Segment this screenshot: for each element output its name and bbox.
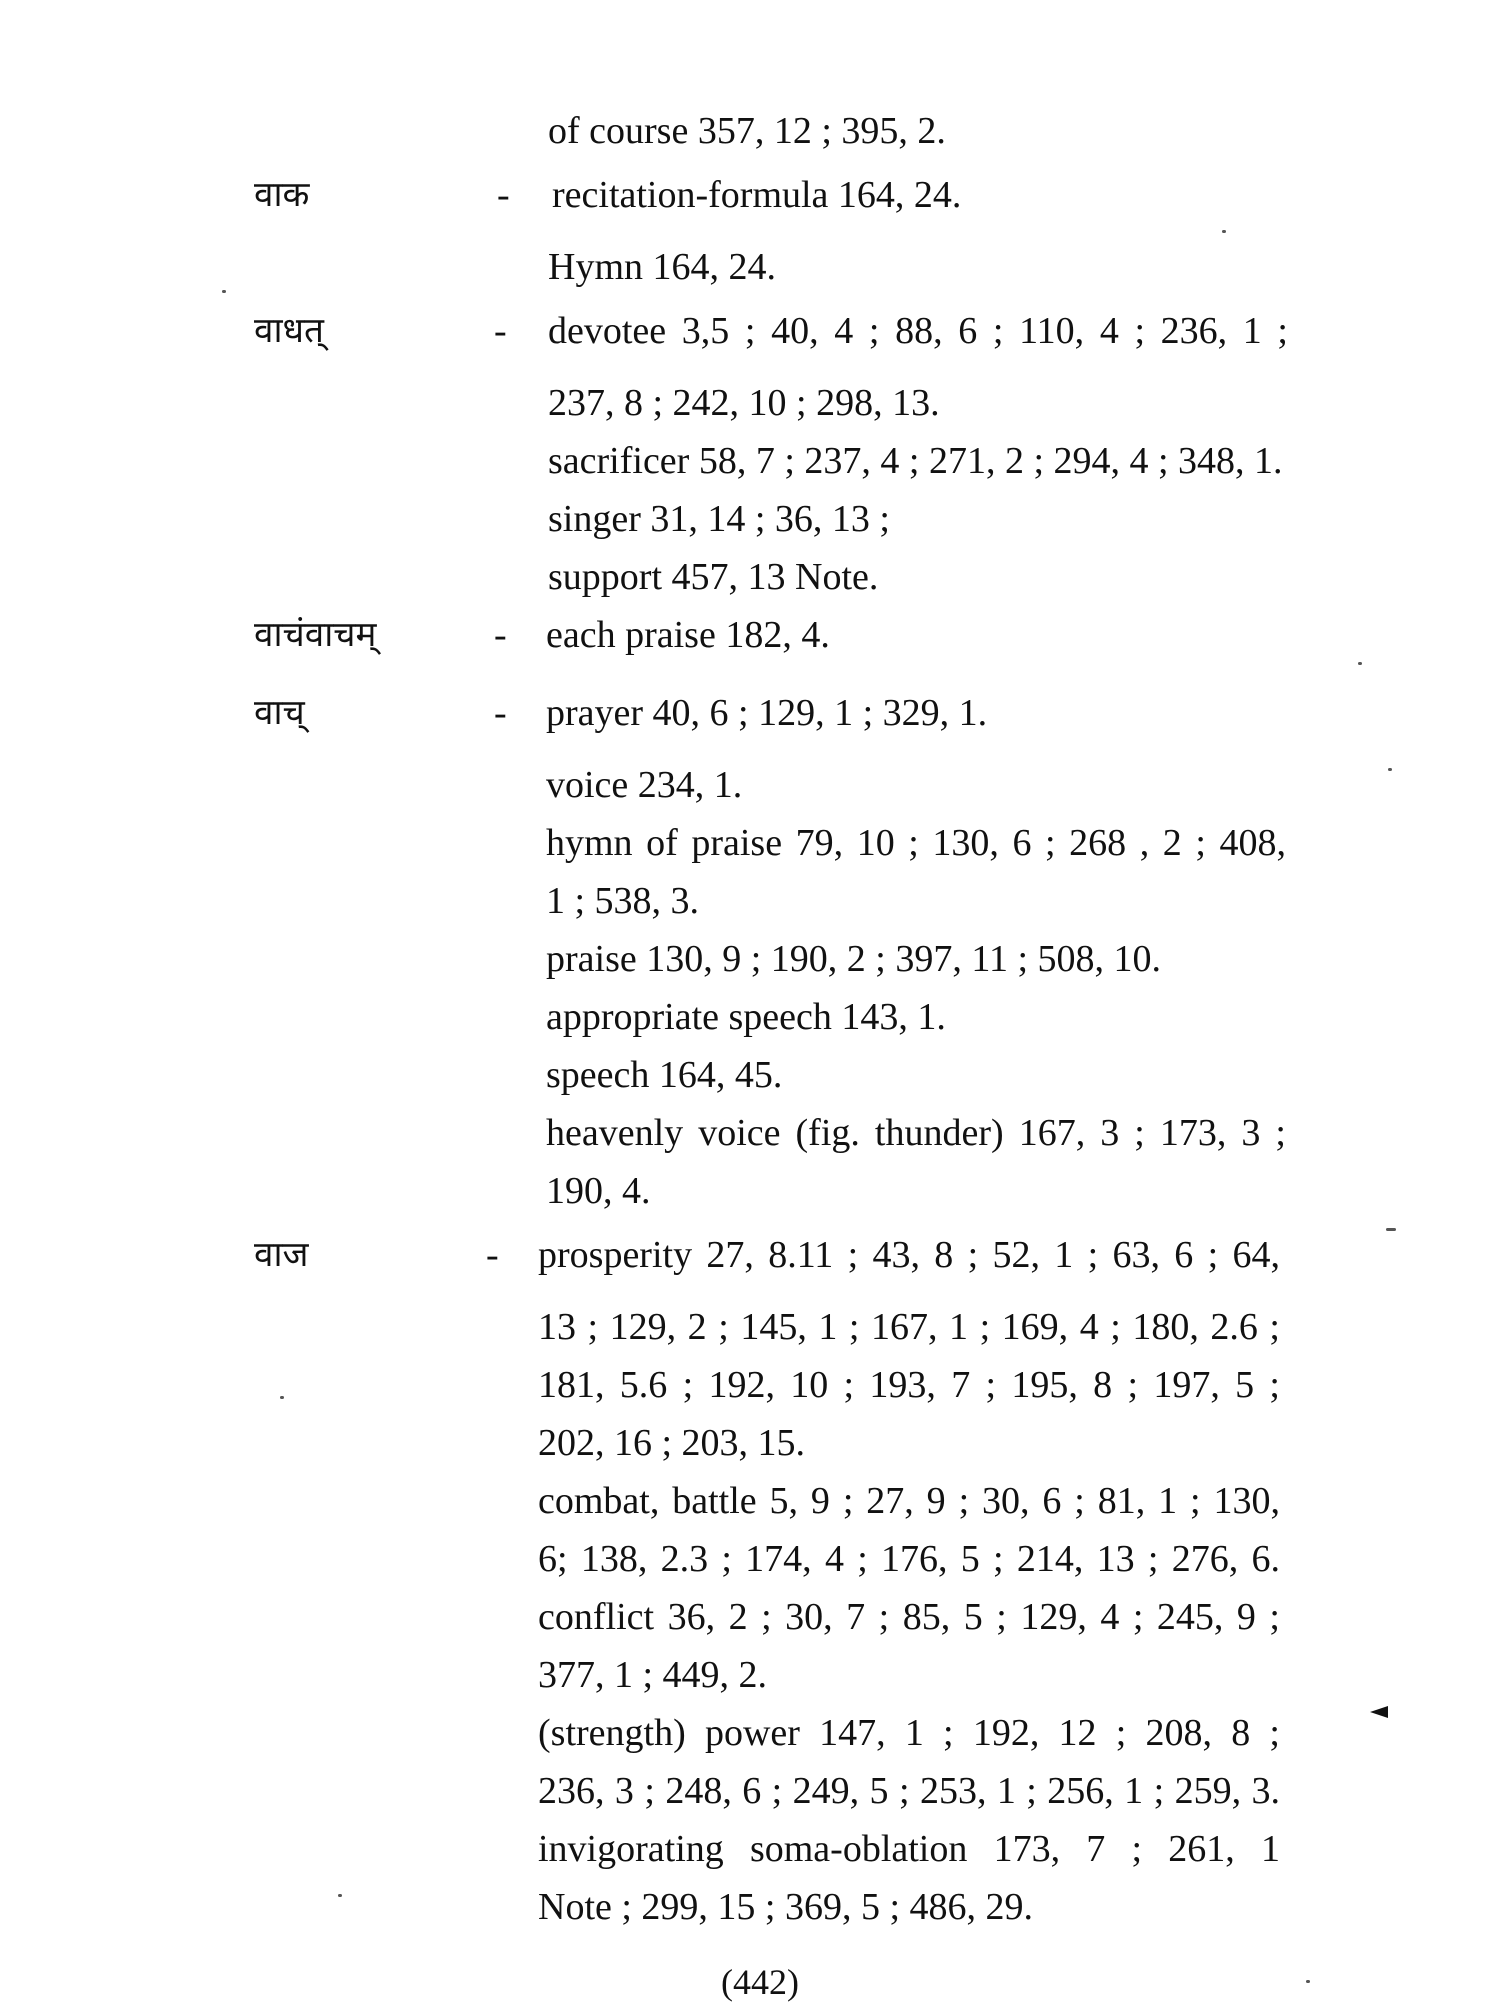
definition-line: 181, 5.6 ; 192, 10 ; 193, 7 ; 195, 8 ; 197, 5 ; bbox=[538, 1364, 1280, 1406]
entry-headword: वाक bbox=[254, 175, 310, 215]
definition-line: each praise 182, 4. bbox=[546, 614, 830, 656]
scan-speck bbox=[1306, 1980, 1310, 1983]
scan-speck bbox=[1358, 662, 1362, 665]
definition-line: invigorating soma-oblation 173, 7 ; 261, 1 bbox=[538, 1828, 1280, 1870]
scan-mark bbox=[1370, 1706, 1388, 1718]
page-number: (442) bbox=[721, 1962, 799, 2002]
definition-line: prayer 40, 6 ; 129, 1 ; 329, 1. bbox=[546, 692, 988, 734]
definition-line: conflict 36, 2 ; 30, 7 ; 85, 5 ; 129, 4 ; 245, 9 ; bbox=[538, 1596, 1280, 1638]
definition-line: 6; 138, 2.3 ; 174, 4 ; 176, 5 ; 214, 13 ; 276, 6. bbox=[538, 1538, 1280, 1580]
definition-line: speech 164, 45. bbox=[546, 1054, 783, 1096]
entry-headword: वाचंवाचम् bbox=[254, 615, 377, 655]
definition-line: support 457, 13 Note. bbox=[548, 556, 879, 598]
definition-line: 190, 4. bbox=[546, 1170, 651, 1212]
definition-line: Hymn 164, 24. bbox=[548, 246, 776, 288]
scan-speck bbox=[1386, 1228, 1396, 1231]
entry-definitions bbox=[548, 166, 1304, 296]
definition-line: prosperity 27, 8.11 ; 43, 8 ; 52, 1 ; 63, 6 ; 64, bbox=[538, 1234, 1280, 1276]
scan-speck bbox=[1388, 768, 1392, 771]
definition-line: devotee 3,5 ; 40, 4 ; 88, 6 ; 110, 4 ; 236, 1 ; bbox=[548, 310, 1288, 352]
definition-line: hymn of praise 79, 10 ; 130, 6 ; 268 , 2 ; 408, bbox=[546, 822, 1286, 864]
entry-headword: वाधत् bbox=[254, 311, 325, 351]
definition-line: 1 ; 538, 3. bbox=[546, 880, 700, 922]
definition-line: (strength) power 147, 1 ; 192, 12 ; 208, 8 ; bbox=[538, 1712, 1280, 1754]
definition-line: of course 357, 12 ; 395, 2. bbox=[548, 110, 946, 152]
entry-dash: - bbox=[486, 1234, 499, 1276]
definition-line: sacrificer 58, 7 ; 237, 4 ; 271, 2 ; 294, 4 ; 348, 1. bbox=[548, 440, 1283, 482]
definition-line: appropriate speech 143, 1. bbox=[546, 996, 946, 1038]
entry-headword: वाच् bbox=[254, 693, 305, 733]
definition-line: praise 130, 9 ; 190, 2 ; 397, 11 ; 508, 10. bbox=[546, 938, 1161, 980]
scan-speck bbox=[222, 290, 226, 293]
entry-dash: - bbox=[494, 692, 507, 734]
entry-definitions bbox=[548, 302, 1300, 606]
definition-line: 377, 1 ; 449, 2. bbox=[538, 1654, 768, 1696]
definition-line: 236, 3 ; 248, 6 ; 249, 5 ; 253, 1 ; 256, 1 ; 259, 3. bbox=[538, 1770, 1280, 1812]
definition-line: 202, 16 ; 203, 15. bbox=[538, 1422, 806, 1464]
entry-headword: वाज bbox=[254, 1235, 309, 1275]
scan-speck bbox=[1222, 230, 1226, 233]
entry-definitions bbox=[548, 102, 1300, 160]
entry-dash: - bbox=[494, 614, 507, 656]
entry-definitions bbox=[546, 606, 1298, 664]
scan-speck bbox=[338, 1894, 342, 1897]
definition-line: Note ; 299, 15 ; 369, 5 ; 486, 29. bbox=[538, 1886, 1034, 1928]
definition-line: combat, battle 5, 9 ; 27, 9 ; 30, 6 ; 81, 1 ; 130, bbox=[538, 1480, 1280, 1522]
entry-dash: - bbox=[497, 174, 510, 216]
definition-line: singer 31, 14 ; 36, 13 ; bbox=[548, 498, 890, 540]
page-number-footer bbox=[0, 1962, 1500, 2002]
entry-definitions bbox=[538, 1226, 1290, 1936]
definition-line: 13 ; 129, 2 ; 145, 1 ; 167, 1 ; 169, 4 ; 180, 2.6 ; bbox=[538, 1306, 1280, 1348]
scan-speck bbox=[280, 1396, 284, 1399]
definition-line: recitation-formula 164, 24. bbox=[552, 174, 962, 216]
entry-dash: - bbox=[494, 310, 507, 352]
definition-line: 237, 8 ; 242, 10 ; 298, 13. bbox=[548, 382, 940, 424]
entry-definitions bbox=[546, 684, 1298, 1220]
definition-line: voice 234, 1. bbox=[546, 764, 743, 806]
definition-line: heavenly voice (fig. thunder) 167, 3 ; 173, 3 ; bbox=[546, 1112, 1286, 1154]
